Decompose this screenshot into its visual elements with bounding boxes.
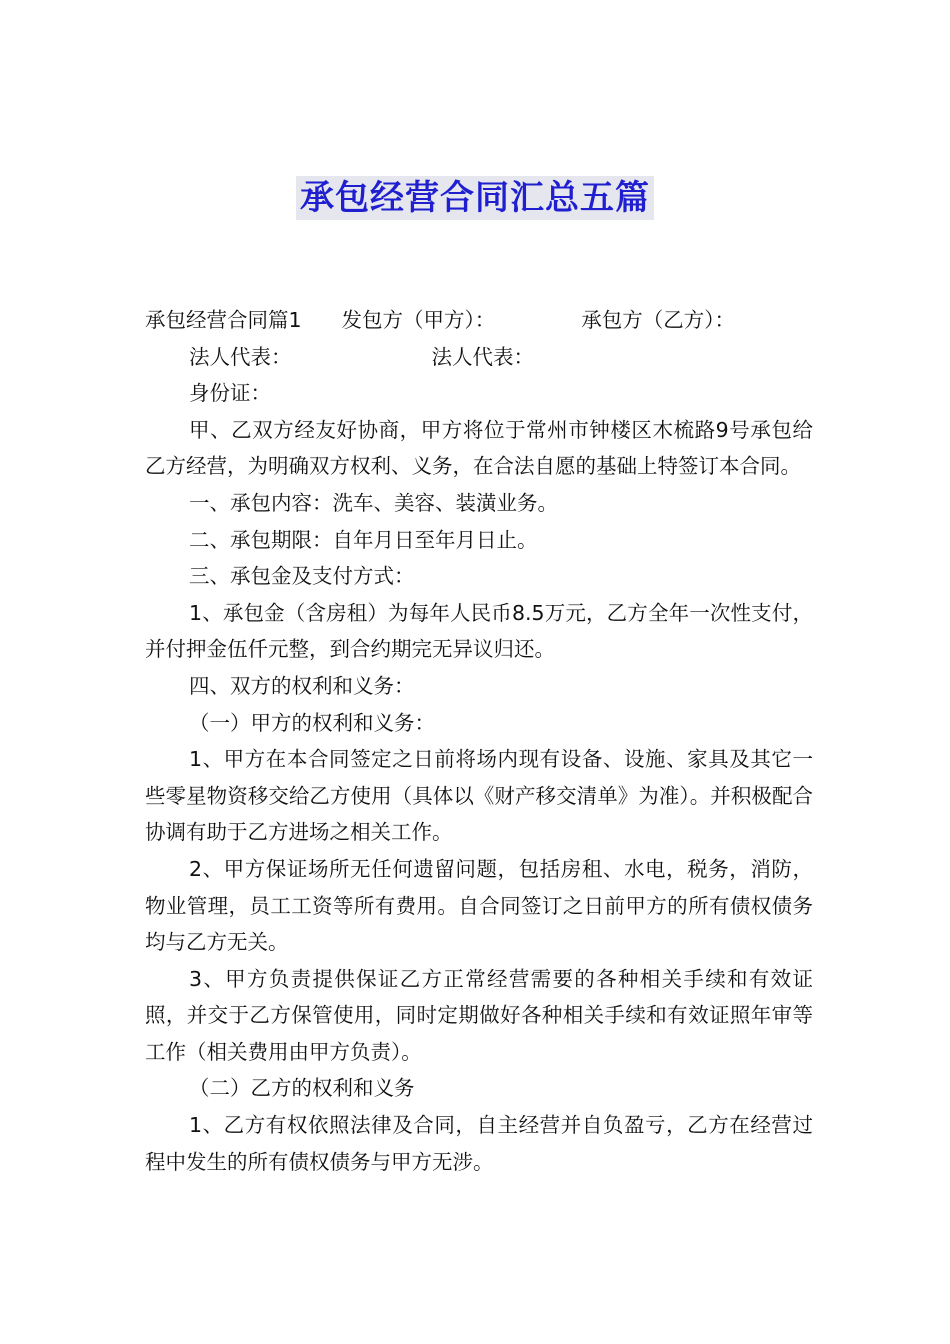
paragraph-rights-heading: 四、双方的权利和义务： [189, 673, 415, 698]
party-b-label: 承包方（乙方）： [581, 308, 736, 332]
paragraph-party-a-3: 3、甲方负责提供保证乙方正常经营需要的各种相关手续和有效证照，并交于乙方保管使用，同时定期做好各种相关手续和有效证照年审等工作（相关费用由甲方负责）。 [145, 966, 813, 1064]
paragraph-party-b-1: 1、乙方有权依照法律及合同，自主经营并自负盈亏，乙方在经营过程中发生的所有债权债务与甲方无涉。 [145, 1113, 813, 1174]
party-a-label: 发包方（甲方）： [341, 308, 496, 332]
paragraph-party-a-2: 2、甲方保证场所无任何遗留问题，包括房租、水电，税务，消防，物业管理，员工工资等所有费用。自合同签订之日前甲方的所有债权债务均与乙方无关。 [145, 856, 813, 955]
paragraph-intro: 甲、乙双方经友好协商，甲方将位于常州市钟楼区木梳路9号承包给乙方经营，为明确双方权利、义务，在合法自愿的基础上特签订本合同。 [145, 417, 813, 479]
id-card-label: 身份证： [189, 381, 271, 406]
paragraph-term: 二、承包期限：自年月日至年月日止。 [189, 527, 538, 552]
legal-rep-a: 法人代表： [189, 344, 292, 369]
document-title: 承包经营合同汇总五篇 [296, 176, 654, 220]
contract-label: 承包经营合同篇1 [145, 308, 302, 332]
id-card-line [145, 375, 813, 412]
paragraph-payment-1: 1、承包金（含房租）为每年人民币8.5万元，乙方全年一次性支付，并付押金伍仟元整，到合约期完无异议归还。 [145, 600, 813, 662]
legal-rep-line [145, 339, 813, 376]
contract-body [145, 302, 813, 1180]
paragraph-payment-heading: 三、承包金及支付方式： [189, 564, 415, 589]
title-container [0, 176, 950, 220]
legal-rep-b: 法人代表： [431, 344, 534, 369]
header-line [145, 302, 813, 339]
paragraph-party-a-heading: （一）甲方的权利和义务： [189, 710, 435, 735]
paragraph-party-b-heading: （二）乙方的权利和义务 [189, 1076, 415, 1101]
paragraph-scope: 一、承包内容：洗车、美容、装潢业务。 [189, 490, 558, 515]
paragraph-party-a-1: 1、甲方在本合同签定之日前将场内现有设备、设施、家具及其它一些零星物资移交给乙方使用（具体以《财产移交清单》为准）。并积极配合协调有助于乙方进场之相关工作。 [145, 747, 813, 845]
